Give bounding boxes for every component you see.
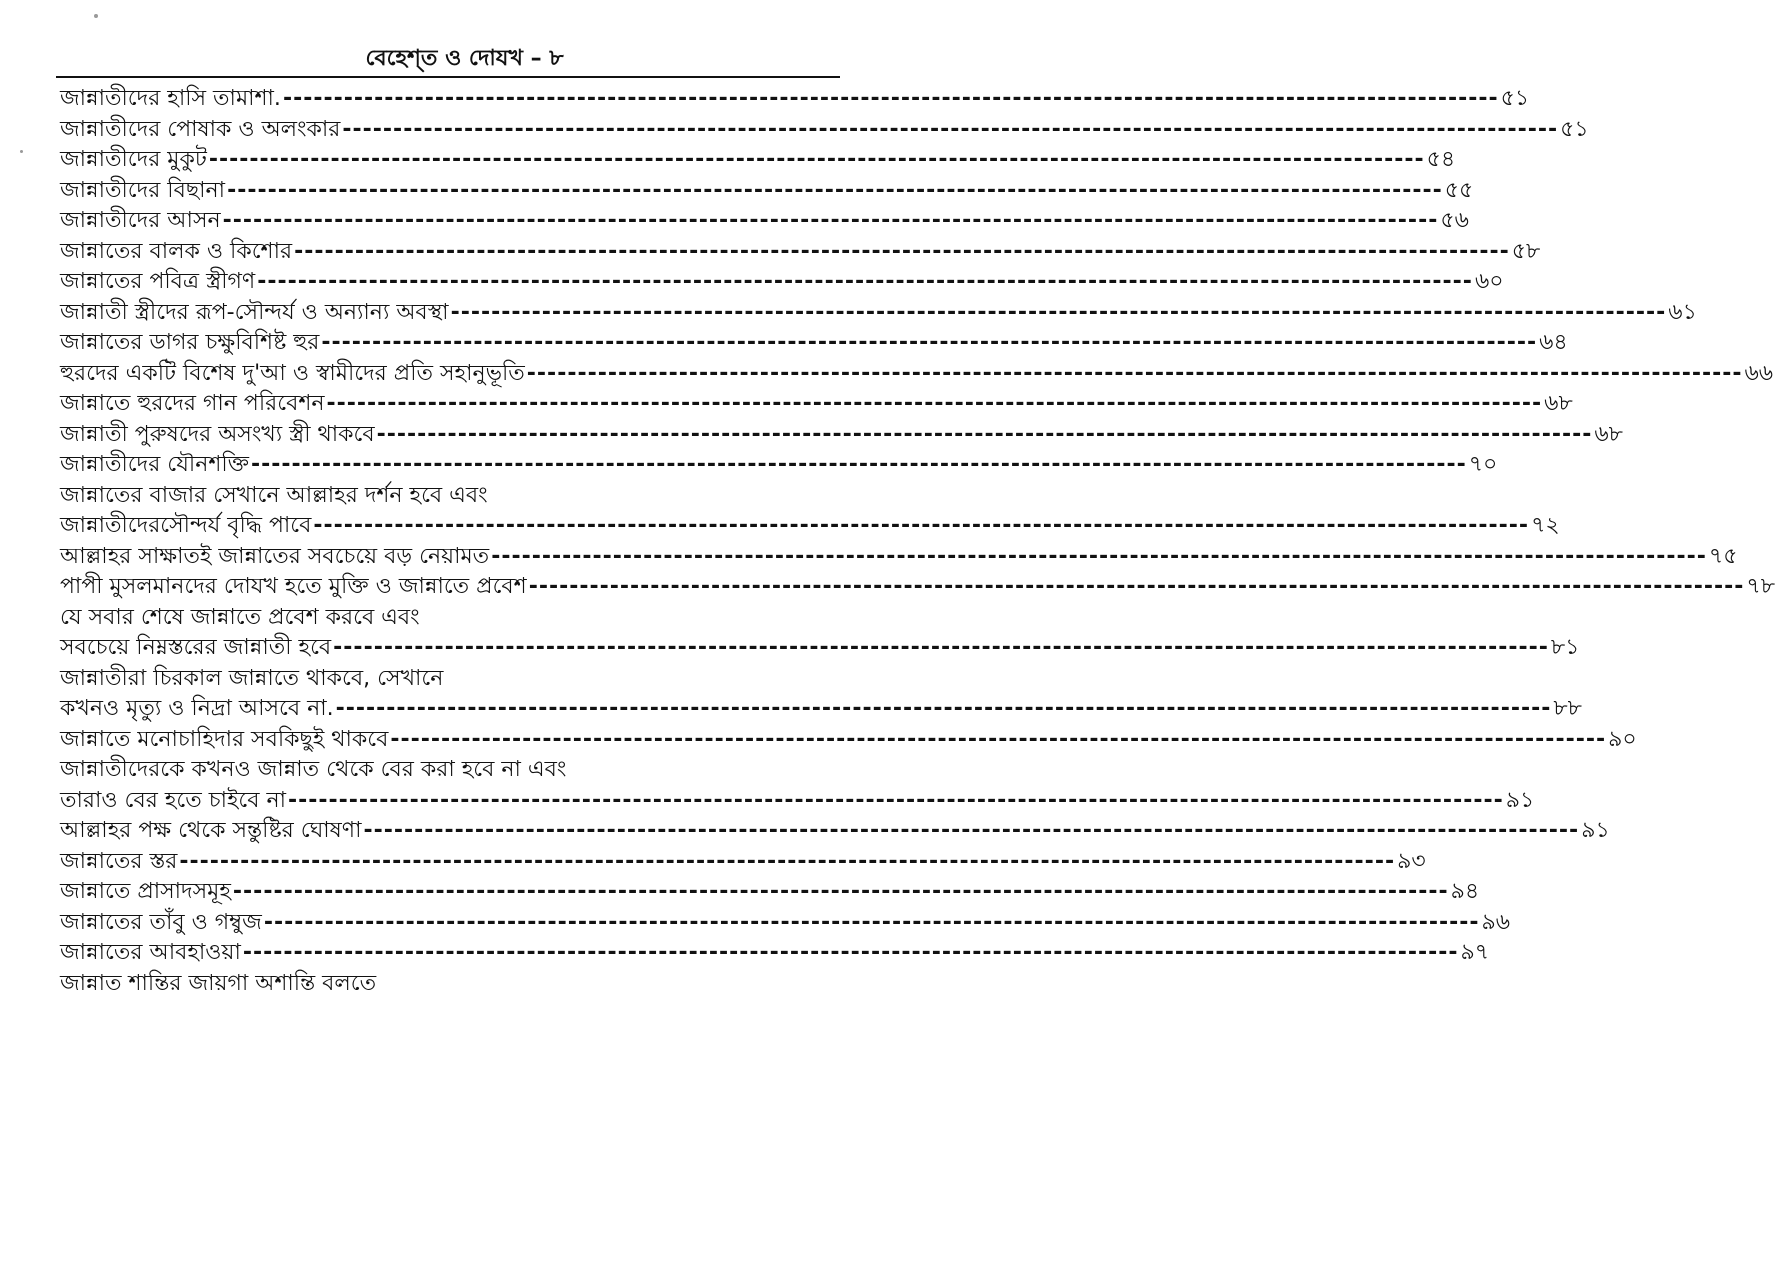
toc-entry-page-number: ৭২ (1531, 513, 1560, 538)
paper-speck (94, 14, 98, 18)
toc-entry (60, 267, 1504, 298)
toc-entry-title: জান্নাতের আবহাওয়া (60, 940, 241, 965)
toc-entry (60, 725, 1637, 756)
toc-entry-title: জান্নাতে হুরদের গান পরিবেশন (60, 391, 325, 416)
toc-entry (60, 359, 1774, 390)
toc-entry-title: জান্নাতে প্রাসাদসমূহ (60, 879, 231, 904)
toc-entry (60, 786, 1535, 817)
toc-entry (60, 481, 800, 512)
toc-entry-title: আল্লাহর সাক্ষাতই জান্নাতের সবচেয়ে বড় নেয়ামত (60, 543, 490, 569)
toc-entry (60, 542, 1738, 573)
toc-entry-page-number: ৯১ (1505, 787, 1535, 813)
toc-leader-dashes: ------------------------------------------------------------------------------------------------------------------------ (321, 330, 1538, 355)
toc-leader-dashes: ------------------------------------------------------------------------------------------------------------------------ (208, 147, 1425, 172)
toc-entry-page-number: ৬৪ (1539, 330, 1568, 355)
toc-entry-title: জান্নাতীদেরসৌন্দর্য বৃদ্ধি পাবে (60, 513, 312, 538)
toc-entry-page-number: ৫৮ (1511, 238, 1541, 264)
toc-leader-dashes: ------------------------------------------------------------------------------------------------------------------------ (251, 452, 1467, 477)
toc-entry (60, 908, 1511, 939)
toc-entry-page-number: ৯৬ (1481, 909, 1511, 935)
toc-entry (60, 938, 1490, 969)
toc-entry (60, 694, 1582, 725)
toc-entry-title: জান্নাতীদের পোষাক ও অলংকার (60, 116, 341, 142)
toc-entry-page-number: ৯৭ (1460, 940, 1490, 965)
toc-entry-title: হুরদের একটি বিশেষ দু'আ ও স্বামীদের প্রতি সহানুভূতি (60, 360, 525, 386)
toc-entry-page-number: ৬১ (1668, 299, 1697, 325)
toc-entry-title: জান্নাতীদের হাসি তামাশা. (60, 86, 281, 111)
toc-entry (60, 664, 800, 695)
toc-leader-dashes: ------------------------------------------------------------------------------------------------------------------------ (528, 574, 1745, 599)
toc-leader-dashes: ------------------------------------------------------------------------------------------------------------------------ (363, 818, 1580, 843)
toc-entry-page-number: ৫৬ (1440, 208, 1469, 233)
toc-entry-page-number: ৯১ (1581, 818, 1610, 843)
toc-entry-title: জান্নাতীদের বিছানা (60, 177, 226, 203)
toc-leader-dashes: ------------------------------------------------------------------------------------------------------------------------ (263, 909, 1480, 935)
toc-entry (60, 206, 1469, 237)
toc-entry (60, 969, 800, 1000)
toc-entry-page-number: ৮১ (1550, 635, 1580, 660)
toc-entry-title: কখনও মৃত্যু ও নিদ্রা আসবে না. (60, 696, 334, 721)
toc-entry-title: জান্নাতের বালক ও কিশোর (60, 238, 293, 264)
toc-entry-title: জান্নাতে মনোচাহিদার সবকিছুই থাকবে (60, 726, 389, 752)
toc-entry (60, 328, 1568, 359)
toc-entry-page-number: ৬৮ (1594, 421, 1623, 447)
toc-entry (60, 389, 1573, 420)
toc-entry-page-number: ৯০ (1608, 726, 1637, 752)
toc-entry-page-number: ৯৩ (1397, 848, 1426, 874)
toc-entry-page-number: ৯৪ (1450, 879, 1480, 904)
toc-entry-page-number: ৬৬ (1744, 360, 1774, 386)
toc-leader-dashes: ------------------------------------------------------------------------------------------------------------------------ (222, 208, 1439, 233)
toc-entry-title: জান্নাতী স্ত্রীদের রূপ-সৌন্দর্য ও অন্যান্য অবস্থা (60, 299, 449, 325)
toc-entry (60, 298, 1697, 329)
toc-entry-title: জান্নাত শান্তির জায়গা অশান্তি বলতে (60, 970, 377, 996)
toc-entry-title: সবচেয়ে নিম্নস্তরের জান্নাতী হবে (60, 635, 332, 660)
toc-leader-dashes: ------------------------------------------------------------------------------------------------------------------------ (257, 269, 1473, 294)
toc-leader-dashes: ------------------------------------------------------------------------------------------------------------------------ (326, 391, 1543, 416)
running-header (0, 44, 869, 74)
toc-leader-dashes: ------------------------------------------------------------------------------------------------------------------------ (342, 116, 1559, 142)
toc-entry (60, 176, 1474, 207)
toc-leader-dashes: ------------------------------------------------------------------------------------------------------------------------ (526, 360, 1743, 386)
toc-entry-title: জান্নাতের বাজার সেখানে আল্লাহর দর্শন হবে এবং (60, 482, 488, 508)
toc-entry-title: জান্নাতীরা চিরকাল জান্নাতে থাকবে, সেখানে (60, 665, 444, 691)
toc-entry-title: আল্লাহর পক্ষ থেকে সন্তুষ্টির ঘোষণা (60, 818, 362, 843)
toc-entry-page-number: ৫৪ (1426, 147, 1456, 172)
toc-entry-title: জান্নাতীদের আসন (60, 208, 221, 233)
toc-entry (60, 237, 1541, 268)
toc-leader-dashes: ------------------------------------------------------------------------------------------------------------------------ (227, 177, 1443, 203)
toc-leader-dashes: ------------------------------------------------------------------------------------------------------------------------ (313, 513, 1530, 538)
toc-leader-dashes: ------------------------------------------------------------------------------------------------------------------------ (179, 848, 1396, 874)
toc-entry (60, 847, 1426, 878)
toc-entry (60, 145, 1456, 176)
toc-entry-title: জান্নাতীদের যৌনশক্তি (60, 452, 250, 477)
toc-entry-title: জান্নাতের তাঁবু ও গম্বুজ (60, 909, 262, 935)
toc-entry-page-number: ৫১ (1560, 116, 1589, 142)
toc-entry (60, 115, 1589, 146)
toc-entry (60, 633, 1580, 664)
toc-leader-dashes: ------------------------------------------------------------------------------------------------------------------------ (450, 299, 1667, 325)
toc-entry-title: জান্নাতের ডাগর চক্ষুবিশিষ্ট হুর (60, 330, 320, 355)
toc-leader-dashes: ------------------------------------------------------------------------------------------------------------------------ (491, 543, 1707, 569)
toc-entry-title: জান্নাতের পবিত্র স্ত্রীগণ (60, 269, 256, 294)
toc-leader-dashes: ------------------------------------------------------------------------------------------------------------------------ (335, 696, 1552, 721)
toc-leader-dashes: ------------------------------------------------------------------------------------------------------------------------ (288, 787, 1504, 813)
toc-entry-title: তারাও বের হতে চাইবে না (60, 787, 287, 813)
toc-leader-dashes: ------------------------------------------------------------------------------------------------------------------------ (333, 635, 1549, 660)
toc-leader-dashes: ------------------------------------------------------------------------------------------------------------------------ (376, 421, 1593, 447)
toc-entry (60, 816, 1610, 847)
toc-entry-page-number: ৫৫ (1444, 177, 1474, 203)
toc-entry-title: জান্নাতের স্তর (60, 848, 178, 874)
toc-leader-dashes: ------------------------------------------------------------------------------------------------------------------------ (390, 726, 1607, 752)
toc-entry-page-number: ৭০ (1468, 452, 1498, 477)
header-dash: – (530, 46, 550, 71)
toc-entry-page-number: ৭৮ (1746, 574, 1775, 599)
toc-entry (60, 603, 800, 634)
toc-leader-dashes: ------------------------------------------------------------------------------------------------------------------------ (294, 238, 1510, 264)
toc-entry-title: জান্নাতী পুরুষদের অসংখ্য স্ত্রী থাকবে (60, 421, 375, 447)
toc-entry-page-number: ৬০ (1474, 269, 1504, 294)
toc-entry (60, 420, 1623, 451)
toc-entry-title: জান্নাতীদের মুকুট (60, 147, 207, 172)
toc-entry-title: জান্নাতীদেরকে কখনও জান্নাত থেকে বের করা হবে না এবং (60, 757, 567, 782)
toc-entry-page-number: ৬৮ (1544, 391, 1573, 416)
table-of-contents (60, 84, 1775, 999)
header-rule (56, 76, 840, 78)
toc-entry-title: পাপী মুসলমানদের দোযখ হতে মুক্তি ও জান্নাতে প্রবেশ (60, 574, 527, 599)
toc-entry (60, 572, 1775, 603)
toc-entry (60, 877, 1480, 908)
paper-speck (20, 150, 23, 153)
toc-leader-dashes: ------------------------------------------------------------------------------------------------------------------------ (232, 879, 1449, 904)
toc-leader-dashes: ------------------------------------------------------------------------------------------------------------------------ (282, 86, 1499, 111)
toc-entry-page-number: ৫১ (1500, 86, 1530, 111)
running-header-title: বেহেশ্‌ত ও দোযখ (365, 46, 523, 71)
toc-entry (60, 450, 1498, 481)
toc-entry (60, 511, 1560, 542)
toc-entry (60, 84, 1530, 115)
toc-leader-dashes: ------------------------------------------------------------------------------------------------------------------------ (242, 940, 1459, 965)
toc-entry-title: যে সবার শেষে জান্নাতে প্রবেশ করবে এবং (60, 604, 420, 630)
toc-entry-page-number: ৮৮ (1553, 696, 1582, 721)
toc-entry (60, 755, 800, 786)
running-header-page-number: ৮ (549, 46, 564, 71)
toc-entry-page-number: ৭৫ (1708, 543, 1738, 569)
